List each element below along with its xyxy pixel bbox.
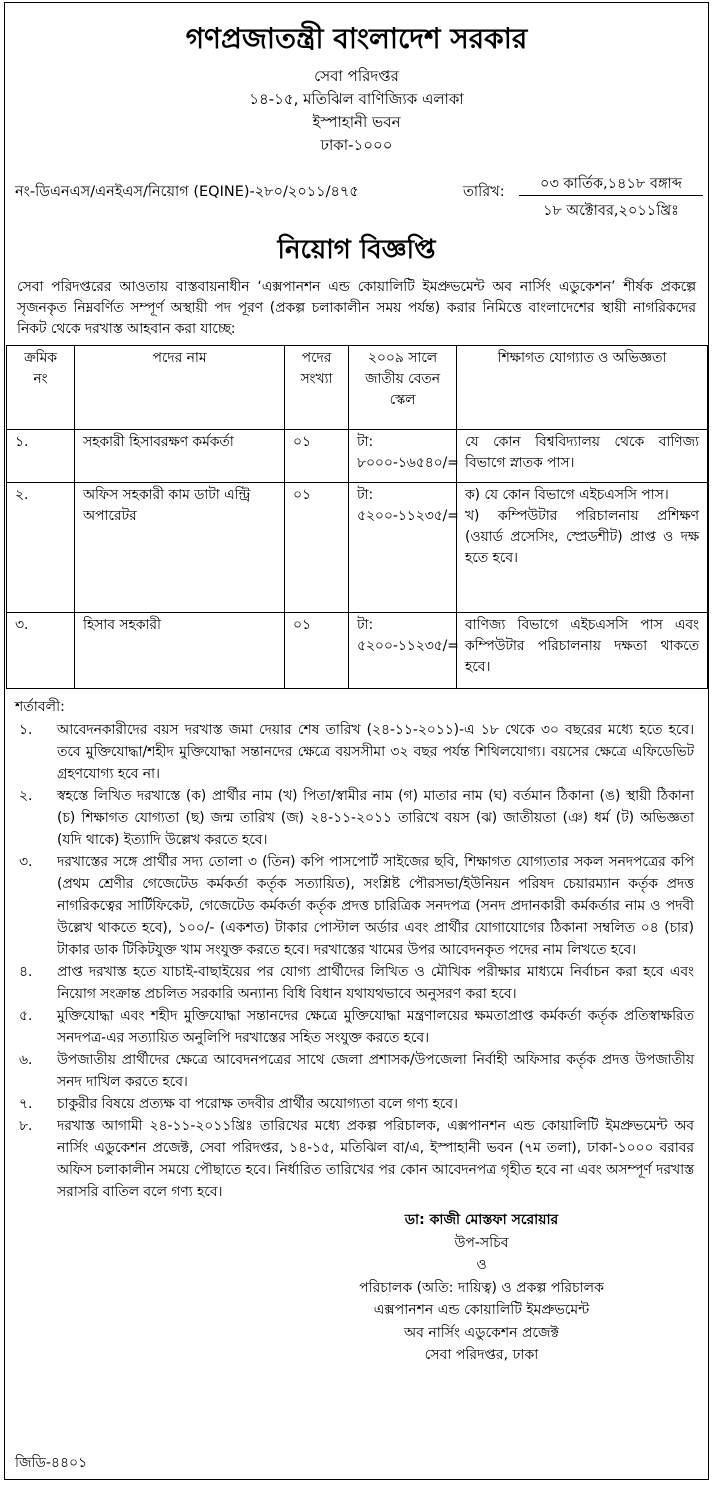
col-header-scale: ২০০৯ সালে জাতীয় বেতন স্কেল <box>349 346 457 430</box>
table-row <box>7 483 708 613</box>
term-text: প্রাপ্ত দরখাস্ত হতে যাচাই-বাছাইয়ের পর যোগ্য প্রার্থীদের লিখিত ও মৌখিক পরীক্ষার মাধ্যমে নির্বাচন করা হবে এবং নিয়োগ সংক্রান্ত প্রচলিত সরকারি অন্যান্য বিধি বিধান যথাযথভাবে অনুসরণ করা হবে। <box>57 964 694 1002</box>
address-line: ঢাকা-১০০০ <box>320 136 393 154</box>
term-text: চাকুরীর বিষয়ে প্রত্যক্ষ বা পরোক্ষ তদবীর প্রার্থীর অযোগ্যতা বলে গণ্য হবে। <box>57 1096 458 1112</box>
signatory-line: উপ-সচিব <box>454 1234 509 1251</box>
government-title: গণপ্রজাতন্ত্রী বাংলাদেশ সরকার <box>185 22 528 55</box>
signatory-name: ডা: কাজী মোস্তফা সরোয়ার <box>404 1212 559 1228</box>
cell-scale: টা: ৮০০০-১৬৫৪০/= <box>349 430 457 483</box>
address-line: ইস্পাহানী ভবন <box>312 113 401 131</box>
term-text: স্বহস্তে লিখিত দরখাস্তে (ক) প্রার্থীর নাম (খ) পিতা/স্বামীর নাম (গ) মাতার নাম (ঘ) বর্তমান ঠিকানা (ঙ) স্থায়ী ঠিকানা (চ) শিক্ষাগত যোগ্যতা (ছ) জন্ম তারিখ (জ) ২৪-১১-২০১১ তারিখে বয়স (ঝ) জাতীয়তা (ঞ) ধর্ম (ট) অভিজ্ঞতা (যদি থাকে) ইত্যাদি উল্লেখ করতে হবে। <box>57 788 694 848</box>
qualification-line: বাণিজ্য বিভাগে এইচএসসি পাস এবং কম্পিউটার পরিচালনায় দক্ষতা থাকতে হবে। <box>465 617 699 675</box>
term-number: ৬. <box>19 1052 33 1068</box>
cell-count: ০১ <box>285 430 349 483</box>
term-item <box>5 961 708 1005</box>
gd-number: জিডি-৪৪০১ <box>15 1455 88 1471</box>
cell-serial: ৩. <box>7 613 75 689</box>
terms-list <box>5 719 708 1203</box>
col-header-post: পদের নাম <box>75 346 285 430</box>
reference-row <box>5 173 708 223</box>
term-number: ৪. <box>19 964 33 980</box>
cell-post: অফিস সহকারী কাম ডাটা এন্ট্রি অপারেটর <box>75 483 285 613</box>
address-line: সেবা পরিদপ্তর <box>314 67 399 85</box>
term-text: মুক্তিযোদ্ধা এবং শহীদ মুক্তিযোদ্ধা সন্তানদের ক্ষেত্রে মুক্তিযোদ্ধা মন্ত্রণালয়ের ক্ষমতাপ্রাপ্ত কর্মকর্তা কর্তৃক প্রতিস্বাক্ষরিত সনদপত্র-এর সত্যায়িত অনুলিপি দরখাস্তের সহিত সংযুক্ত করতে হবে। <box>57 1008 694 1046</box>
col-header-count: পদের সংখ্যা <box>285 346 349 430</box>
col-header-serial: ক্রমিক নং <box>7 346 75 430</box>
signatory-line: ও <box>476 1257 487 1273</box>
term-item <box>5 1093 708 1115</box>
term-item <box>5 785 708 851</box>
cell-qualification <box>457 430 708 483</box>
term-number: ৫. <box>19 1008 33 1024</box>
address-line: ১৪-১৫, মতিঝিল বাণিজ্যিক এলাকা <box>249 90 464 108</box>
term-text: দরখাস্ত আগামী ২৪-১১-২০১১খ্রিঃ তারিখের মধ্যে প্রকল্প পরিচালক, এক্সপানশন এন্ড কোয়ালিটি ইমপ্রুভমেন্ট অব নার্সিং এডুকেশন প্রজেক্ট, সেবা পরিদপ্তর, ১৪-১৫, মতিঝিল বা/এ, ইস্পাহানী ভবন (৭ম তলা), ঢাকা-১০০০ বরাবর অফিস চলাকালীন সময়ে পৌছাতে হবে। নির্ধারিত তারিখের পর কোন আবেদনপত্র গৃহীত হবে না এবং অসম্পূর্ণ দরখাস্ত সরাসরি বাতিল বলে গণ্য হবে। <box>57 1118 694 1200</box>
signatory-line: অব নার্সিং এডুকেশন প্রজেক্ট <box>403 1324 560 1341</box>
term-item <box>5 1115 708 1203</box>
term-text: আবেদনকারীদের বয়স দরখাস্ত জমা দেয়ার শেষ তারিখ (২৪-১১-২০১১)-এ ১৮ থেকে ৩০ বছরের মধ্যে হতে হবে। তবে মুক্তিযোদ্ধা/শহীদ মুক্তিযোদ্ধা সন্তানদের ক্ষেত্রে বয়সসীমা ৩২ বছর পর্যন্ত শিথিলযোগ্য। বয়সের ক্ষেত্রে এফিডেভিট গ্রহণযোগ্য হবে না। <box>57 722 694 782</box>
term-number: ৩. <box>19 854 33 870</box>
vacancy-table <box>6 345 708 689</box>
cell-count: ০১ <box>285 613 349 689</box>
qualification-line: খ) কম্পিউটার পরিচালনায় প্রশিক্ষণ (ওয়ার্ড প্রসেসিং, স্প্রেডশীট) প্রাপ্ত ও দক্ষ হতে হবে। <box>465 508 699 566</box>
reference-number: নং-ডিএনএস/এনইএস/নিয়োগ (EQINE)-২৮০/২০১১/৪৭৫ <box>15 184 359 200</box>
table-header-row <box>7 346 708 430</box>
cell-qualification <box>457 483 708 613</box>
date-divider <box>519 195 703 196</box>
term-item <box>5 851 708 961</box>
cell-post: হিসাব সহকারী <box>75 613 285 689</box>
term-number: ৭. <box>19 1096 33 1112</box>
term-item <box>5 719 708 785</box>
cell-qualification <box>457 613 708 689</box>
table-row <box>7 430 708 483</box>
cell-scale: টা: ৫২০০-১১২৩৫/= <box>349 483 457 613</box>
signatory-line: এক্সপানশন এন্ড কোয়ালিটি ইমপ্রুভমেন্ট <box>373 1302 590 1318</box>
notice-page <box>4 2 709 1480</box>
table-row <box>7 613 708 689</box>
term-text: দরখাস্তের সঙ্গে প্রার্থীর সদ্য তোলা ৩ (তিন) কপি পাসপোর্ট সাইজের ছবি, শিক্ষাগত যোগ্যতার সকল সনদপত্রের কপি (প্রথম শ্রেণীর গেজেটেড কর্মকর্তা কর্তৃক সত্যায়িত), সংশ্লিষ্ট পৌরসভা/ইউনিয়ন পরিষদ চেয়ারম্যান কর্তৃক প্রদত্ত নাগরিকত্বের সার্টিফিকেট, গেজেটেড কর্মকর্তা কর্তৃক প্রদত্ত চারিত্রিক সনদপত্র (সনদ প্রদানকারী কর্মকর্তার নাম ও পদবী উল্লেখ থাকতে হবে), ১০০/- (একশত) টাকার পোস্টাল অর্ডার এবং প্রার্থীর যোগাযোগের ঠিকানা সম্বলিত ০৪ (চার) টাকার ডাক টিকিটযুক্ত খাম সংযুক্ত করতে হবে। দরখাস্তের খামের উপর আবেদনকৃত পদের নাম লিখতে হবে। <box>57 854 694 958</box>
qualification-line: ক) যে কোন বিভাগে এইচএসসি পাস। <box>465 487 669 503</box>
date-english: ১৮ অক্টোবর,২০১১খ্রিঃ <box>543 203 679 219</box>
notice-heading: নিয়োগ বিজ্ঞপ্তি <box>277 235 436 265</box>
office-address <box>5 65 708 157</box>
intro-paragraph: সেবা পরিদপ্তরের আওতায় বাস্তবায়নাধীন ‘এক্সপানশন এন্ড কোয়ালিটি ইমপ্রুভমেন্ট অব নার্সিং এডুকেশন’ শীর্ষক প্রকল্পে সৃজনকৃত নিম্নবর্ণিত সম্পূর্ণ অস্থায়ী পদ পূরণ (প্রকল্প চলাকালীন সময় পর্যন্ত) করার নিমিত্তে বাংলাদেশের স্থায়ী নাগরিকদের নিকট থেকে দরখাস্ত আহবান করা যাচ্ছে: <box>17 279 696 337</box>
signature-block <box>295 1209 668 1367</box>
cell-serial: ১. <box>7 430 75 483</box>
term-text: উপজাতীয় প্রার্থীদের ক্ষেত্রে আবেদনপত্রের সাথে জেলা প্রশাসক/উপজেলা নির্বাহী অফিসার কর্তৃক প্রদত্ত উপজাতীয় সনদ দাখিল করতে হবে। <box>57 1052 694 1090</box>
signatory-line: সেবা পরিদপ্তর, ঢাকা <box>424 1347 539 1363</box>
cell-scale: টা: ৫২০০-১১২৩৫/= <box>349 613 457 689</box>
term-number: ৮. <box>19 1118 33 1134</box>
cell-post: সহকারী হিসাবরক্ষণ কর্মকর্তা <box>75 430 285 483</box>
terms-title: শর্তাবলী: <box>15 699 65 715</box>
term-item <box>5 1049 708 1093</box>
date-label: তারিখ: <box>463 184 505 200</box>
signatory-line: পরিচালক (অতি: দায়িত্ব) ও প্রকল্প পরিচালক <box>359 1279 604 1296</box>
qualification-line: যে কোন বিশ্ববিদ্যালয় থেকে বাণিজ্য বিভাগে স্নাতক পাস। <box>465 434 699 471</box>
col-header-qualification: শিক্ষাগত যোগ্যাত ও অভিজ্ঞতা <box>457 346 708 430</box>
term-number: ২. <box>19 788 33 804</box>
term-number: ১. <box>19 722 33 738</box>
term-item <box>5 1005 708 1049</box>
cell-count: ০১ <box>285 483 349 613</box>
cell-serial: ২. <box>7 483 75 613</box>
date-bangla: ০৩ কার্তিক,১৪১৮ বঙ্গাব্দ <box>540 176 682 192</box>
